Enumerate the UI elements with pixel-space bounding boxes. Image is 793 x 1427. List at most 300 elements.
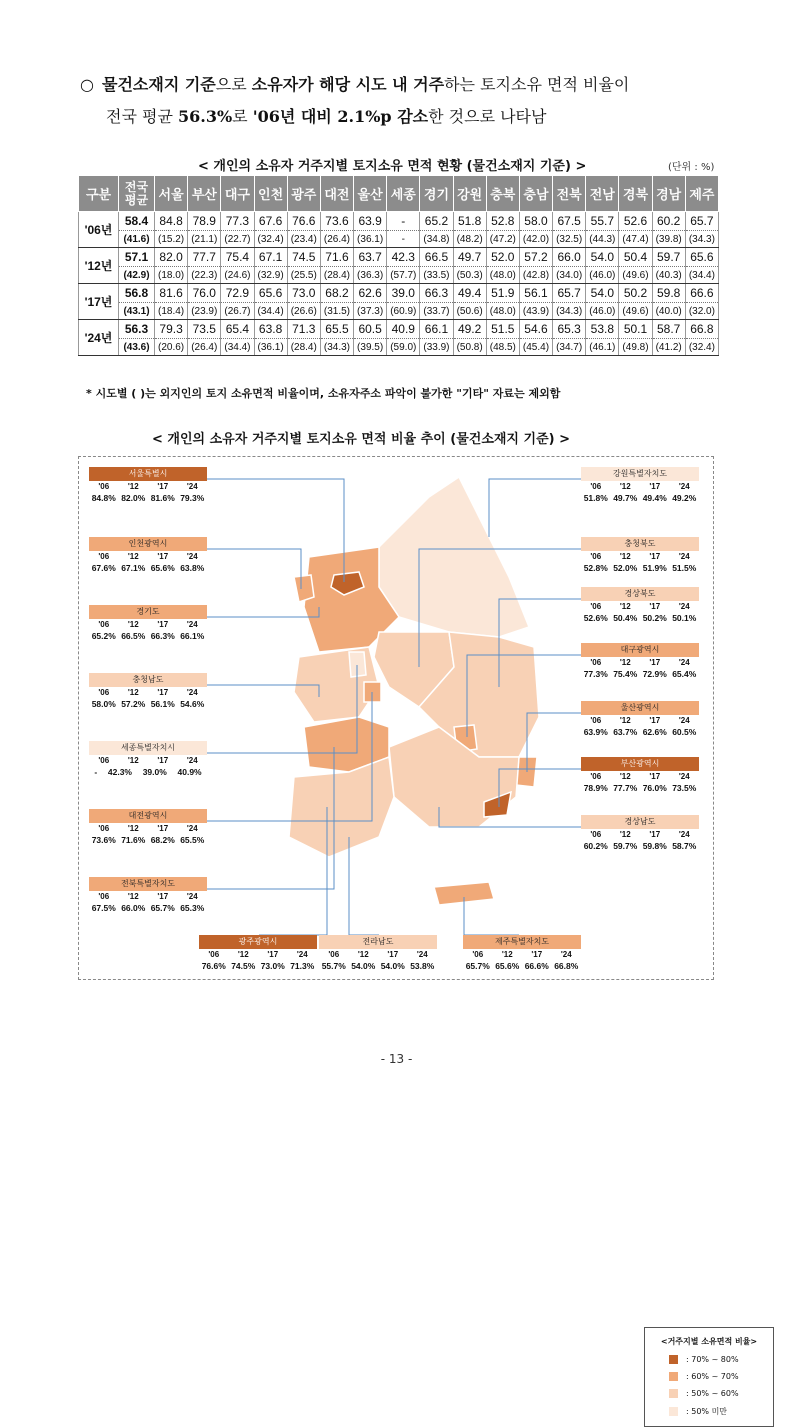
region-box-title: 경기도: [89, 605, 207, 619]
cell-value: 39.0: [387, 284, 420, 303]
cell-value: 73.6: [320, 212, 353, 231]
header-region: 충북: [486, 176, 519, 212]
year-label: '17: [157, 824, 169, 833]
cell-value-sub: (34.0): [553, 267, 586, 284]
year-label: '06: [472, 950, 484, 959]
cell-value-sub: (60.9): [387, 303, 420, 320]
row-year: '12년: [79, 248, 119, 284]
page-number: - 13 -: [380, 1052, 413, 1066]
region-box-years: [581, 829, 699, 840]
ratio-value: 63.9%: [583, 727, 608, 737]
legend-item: [669, 1389, 773, 1398]
cell-value-sub: (26.7): [221, 303, 254, 320]
cell-value: 42.3: [387, 248, 420, 267]
cell-value-sub: (36.1): [354, 231, 387, 248]
cell-value: 40.9: [387, 320, 420, 339]
header-region: 광주: [287, 176, 320, 212]
cell-value-sub: (33.7): [420, 303, 453, 320]
ratio-value: 84.8%: [91, 493, 116, 503]
year-label: '12: [619, 830, 631, 839]
year-label: '06: [98, 620, 110, 629]
ratio-value: 67.1%: [121, 563, 146, 573]
ratio-value: 66.5%: [121, 631, 146, 641]
region-box-values: [89, 698, 207, 710]
header-region: 강원: [453, 176, 486, 212]
cell-avg-sub: (41.6): [119, 231, 155, 248]
cell-value-sub: (47.4): [619, 231, 652, 248]
table-row: [79, 320, 719, 339]
year-label: '12: [127, 824, 139, 833]
ratio-value: 60.2%: [583, 841, 608, 851]
ratio-value: 58.7%: [672, 841, 697, 851]
intro-text-3: 전국 평균: [106, 107, 178, 126]
region-box-years: [581, 601, 699, 612]
ratio-value: 66.8%: [554, 961, 579, 971]
cell-value: 79.3: [155, 320, 188, 339]
cell-value: 76.6: [287, 212, 320, 231]
region-box-values: [199, 960, 317, 972]
region-box-values: [581, 782, 699, 794]
ratio-value: 65.2%: [91, 631, 116, 641]
cell-value: 73.5: [188, 320, 221, 339]
header-gubun: 구분: [79, 176, 119, 212]
year-label: '17: [157, 482, 169, 491]
region-box-years: [581, 715, 699, 726]
cell-value: 65.7: [685, 212, 718, 231]
cell-value-sub: (39.8): [652, 231, 685, 248]
intro-bold-1: 물건소재지 기준: [102, 75, 216, 94]
cell-value-sub: (34.3): [553, 303, 586, 320]
cell-value-sub: (34.4): [685, 267, 718, 284]
intro-text-4: 로: [232, 107, 253, 126]
ratio-value: 71.3%: [290, 961, 315, 971]
header-region: 인천: [254, 176, 287, 212]
region-box: [581, 467, 699, 504]
region-box-title: 대전광역시: [89, 809, 207, 823]
ratio-value: 53.8%: [410, 961, 435, 971]
ratio-value: 52.0%: [613, 563, 638, 573]
region-box: [581, 537, 699, 574]
region-box: [199, 935, 317, 972]
cell-value-sub: (42.8): [519, 267, 552, 284]
cell-value: 55.7: [586, 212, 619, 231]
year-label: '17: [649, 830, 661, 839]
region-box-values: [89, 492, 207, 504]
region-box: [581, 587, 699, 624]
cell-value-sub: (33.5): [420, 267, 453, 284]
cell-value: 65.3: [553, 320, 586, 339]
ratio-value: 76.0%: [642, 783, 667, 793]
cell-value-sub: (48.2): [453, 231, 486, 248]
cell-value: 81.6: [155, 284, 188, 303]
intro-line-2: [80, 104, 740, 130]
legend-swatch: [669, 1407, 678, 1416]
ratio-value: 55.7%: [321, 961, 346, 971]
cell-value-sub: (34.7): [553, 339, 586, 356]
region-box-values: [89, 834, 207, 846]
ratio-value: 73.5%: [672, 783, 697, 793]
ratio-value: 62.6%: [642, 727, 667, 737]
header-region: 경북: [619, 176, 652, 212]
year-label: '24: [296, 950, 308, 959]
cell-value: 84.8: [155, 212, 188, 231]
year-label: '06: [590, 552, 602, 561]
cell-value: 67.5: [553, 212, 586, 231]
year-label: '24: [678, 830, 690, 839]
ratio-value: 51.9%: [642, 563, 667, 573]
ratio-value: 39.0%: [142, 767, 167, 777]
region-box-title: 경상남도: [581, 815, 699, 829]
region-box: [89, 467, 207, 504]
region-box-title: 대구광역시: [581, 643, 699, 657]
cell-value-sub: (34.8): [420, 231, 453, 248]
year-label: '24: [678, 658, 690, 667]
cell-value: 52.0: [486, 248, 519, 267]
ratio-value: 49.4%: [642, 493, 667, 503]
cell-value-sub: (22.7): [221, 231, 254, 248]
ratio-value: 54.0%: [351, 961, 376, 971]
ratio-value: 72.9%: [642, 669, 667, 679]
header-region: 대전: [320, 176, 353, 212]
year-label: '12: [127, 688, 139, 697]
cell-value: 49.4: [453, 284, 486, 303]
region-box: [89, 877, 207, 914]
region-box-title: 서울특별시: [89, 467, 207, 481]
region-box-years: [89, 755, 207, 766]
ratio-value: 66.0%: [121, 903, 146, 913]
header-region: 충남: [519, 176, 552, 212]
legend-title: <거주지별 소유면적 비율>: [660, 1337, 758, 1346]
cell-value: 65.7: [553, 284, 586, 303]
cell-value: 77.3: [221, 212, 254, 231]
region-box: [89, 741, 207, 778]
ratio-value: 73.6%: [91, 835, 116, 845]
region-box-years: [581, 657, 699, 668]
year-label: '12: [501, 950, 513, 959]
region-box: [89, 605, 207, 642]
cell-value: 54.0: [586, 248, 619, 267]
region-box-values: [89, 562, 207, 574]
cell-value-sub: (39.5): [354, 339, 387, 356]
year-label: '12: [619, 552, 631, 561]
cell-value-sub: (15.2): [155, 231, 188, 248]
year-label: '24: [186, 552, 198, 561]
ratio-value: 65.5%: [180, 835, 205, 845]
ratio-value: 82.0%: [121, 493, 146, 503]
cell-value-sub: (32.9): [254, 267, 287, 284]
year-label: '12: [237, 950, 249, 959]
year-label: '17: [387, 950, 399, 959]
region-box-years: [89, 891, 207, 902]
region-box-years: [199, 949, 317, 960]
ratio-value: 51.5%: [672, 563, 697, 573]
year-label: '06: [98, 892, 110, 901]
year-label: '17: [649, 772, 661, 781]
year-label: '12: [127, 756, 139, 765]
legend-swatch: [669, 1372, 678, 1381]
cell-value: 58.7: [652, 320, 685, 339]
map-legend: [644, 1327, 774, 1427]
ratio-value: 65.6%: [495, 961, 520, 971]
cell-avg: 56.8: [119, 284, 155, 303]
cell-value-sub: (25.5): [287, 267, 320, 284]
cell-value-sub: (28.4): [320, 267, 353, 284]
ratio-value: 73.0%: [260, 961, 285, 971]
cell-value: 52.8: [486, 212, 519, 231]
cell-value: 68.2: [320, 284, 353, 303]
cell-value: 66.0: [553, 248, 586, 267]
cell-value: 66.8: [685, 320, 718, 339]
ratio-value: 79.3%: [180, 493, 205, 503]
header-region: 서울: [155, 176, 188, 212]
cell-avg-sub: (43.1): [119, 303, 155, 320]
ratio-value: 49.7%: [613, 493, 638, 503]
cell-value: 62.6: [354, 284, 387, 303]
cell-value-sub: (49.8): [619, 339, 652, 356]
cell-value: 58.0: [519, 212, 552, 231]
year-label: '17: [157, 756, 169, 765]
year-label: '24: [186, 620, 198, 629]
row-year: '17년: [79, 284, 119, 320]
cell-value: 75.4: [221, 248, 254, 267]
ratio-value: 51.8%: [583, 493, 608, 503]
year-label: '12: [357, 950, 369, 959]
year-label: '24: [186, 482, 198, 491]
region-box-title: 충청남도: [89, 673, 207, 687]
year-label: '12: [127, 892, 139, 901]
ratio-value: 65.6%: [150, 563, 175, 573]
header-region: 울산: [354, 176, 387, 212]
cell-value-sub: (48.5): [486, 339, 519, 356]
cell-value-sub: (46.0): [586, 303, 619, 320]
cell-value: 56.1: [519, 284, 552, 303]
cell-value-sub: (48.0): [486, 267, 519, 284]
cell-value-sub: (46.0): [586, 267, 619, 284]
cell-value: 66.5: [420, 248, 453, 267]
year-label: '06: [98, 482, 110, 491]
cell-value-sub: (36.1): [254, 339, 287, 356]
leader-line: [349, 837, 379, 935]
cell-value: 50.2: [619, 284, 652, 303]
cell-value-sub: (31.5): [320, 303, 353, 320]
ratio-value: 66.6%: [524, 961, 549, 971]
cell-value-sub: (59.0): [387, 339, 420, 356]
map-title: < 개인의 소유자 거주지별 토지소유 면적 비율 추이 (물건소재지 기준) >: [152, 432, 570, 447]
region-box-years: [89, 481, 207, 492]
year-label: '12: [619, 716, 631, 725]
ratio-value: 60.5%: [672, 727, 697, 737]
row-year: '06년: [79, 212, 119, 248]
cell-value-sub: (22.3): [188, 267, 221, 284]
ratio-value: 66.1%: [180, 631, 205, 641]
cell-value-sub: (32.4): [685, 339, 718, 356]
region-box-years: [89, 823, 207, 834]
cell-value: 63.7: [354, 248, 387, 267]
year-label: '06: [590, 772, 602, 781]
cell-value-sub: (18.4): [155, 303, 188, 320]
map-frame: [78, 456, 758, 1416]
ratio-value: 63.8%: [180, 563, 205, 573]
year-label: '06: [328, 950, 340, 959]
region-box-values: [581, 492, 699, 504]
region-box-values: [89, 902, 207, 914]
legend-swatch: [669, 1355, 678, 1364]
year-label: '06: [590, 830, 602, 839]
year-label: '12: [127, 552, 139, 561]
ratio-value: 54.0%: [380, 961, 405, 971]
cell-value-sub: (20.6): [155, 339, 188, 356]
legend-label: : 50% 미만: [686, 1407, 728, 1416]
cell-value: 59.8: [652, 284, 685, 303]
region-box: [463, 935, 581, 972]
year-label: '12: [619, 772, 631, 781]
cell-value-sub: (46.1): [586, 339, 619, 356]
cell-value: 59.7: [652, 248, 685, 267]
cell-value-sub: -: [387, 231, 420, 248]
year-label: '24: [560, 950, 572, 959]
region-box-years: [463, 949, 581, 960]
year-label: '06: [208, 950, 220, 959]
region-box-title: 울산광역시: [581, 701, 699, 715]
region-box: [581, 815, 699, 852]
cell-avg-sub: (42.9): [119, 267, 155, 284]
header-region: 경남: [652, 176, 685, 212]
region-box-years: [319, 949, 437, 960]
year-label: '17: [649, 658, 661, 667]
year-label: '06: [590, 482, 602, 491]
ratio-value: -: [94, 767, 98, 777]
header-region: 전북: [553, 176, 586, 212]
cell-value-sub: (26.4): [320, 231, 353, 248]
region-box: [581, 757, 699, 794]
region-box-values: [581, 668, 699, 680]
cell-value-sub: (50.8): [453, 339, 486, 356]
region-box: [581, 643, 699, 680]
cell-value: 67.6: [254, 212, 287, 231]
intro-bold-3: 56.3%: [178, 107, 233, 126]
year-label: '24: [186, 824, 198, 833]
year-label: '24: [186, 688, 198, 697]
cell-value-sub: (18.0): [155, 267, 188, 284]
year-label: '24: [186, 756, 198, 765]
cell-value: 51.5: [486, 320, 519, 339]
year-label: '24: [678, 552, 690, 561]
cell-value: 63.8: [254, 320, 287, 339]
year-label: '17: [157, 552, 169, 561]
cell-value-sub: (34.4): [221, 339, 254, 356]
region-box: [319, 935, 437, 972]
cell-value: 67.1: [254, 248, 287, 267]
intro-line-1: [80, 72, 740, 98]
table-title: < 개인의 소유자 거주지별 토지소유 면적 현황 (물건소재지 기준) >: [198, 159, 587, 174]
year-label: '06: [98, 756, 110, 765]
cell-value-sub: (23.9): [188, 303, 221, 320]
cell-value: 65.2: [420, 212, 453, 231]
legend-label: : 50% ~ 60%: [686, 1389, 739, 1398]
intro-text-1: 으로: [215, 75, 252, 94]
cell-value: 65.4: [221, 320, 254, 339]
ownership-table: [78, 175, 719, 356]
ratio-value: 66.3%: [150, 631, 175, 641]
region-box-values: [89, 766, 207, 778]
ratio-value: 56.1%: [150, 699, 175, 709]
cell-value-sub: (32.0): [685, 303, 718, 320]
ratio-value: 77.7%: [613, 783, 638, 793]
intro-bold-2: 소유자가 해당 시도 내 거주: [251, 75, 445, 94]
year-label: '06: [98, 688, 110, 697]
cell-value: 71.3: [287, 320, 320, 339]
cell-value: 66.6: [685, 284, 718, 303]
cell-value-sub: (50.3): [453, 267, 486, 284]
table-row-outsider: [79, 303, 719, 320]
year-label: '17: [157, 892, 169, 901]
ratio-value: 49.2%: [672, 493, 697, 503]
region-box-values: [581, 840, 699, 852]
cell-value: 66.3: [420, 284, 453, 303]
region-box-title: 부산광역시: [581, 757, 699, 771]
intro-text-2: 하는 토지소유 면적 비율이: [444, 75, 630, 94]
ratio-value: 50.4%: [613, 613, 638, 623]
year-label: '17: [157, 620, 169, 629]
map-region-incheon: [294, 575, 314, 602]
year-label: '06: [590, 716, 602, 725]
cell-value: 52.6: [619, 212, 652, 231]
table-row: [79, 248, 719, 267]
leader-line: [489, 479, 581, 537]
ratio-value: 81.6%: [150, 493, 175, 503]
cell-value-sub: (50.6): [453, 303, 486, 320]
cell-avg-sub: (43.6): [119, 339, 155, 356]
leader-line: [207, 549, 301, 589]
cell-value: 54.0: [586, 284, 619, 303]
cell-value-sub: (32.5): [553, 231, 586, 248]
region-box-values: [463, 960, 581, 972]
year-label: '24: [416, 950, 428, 959]
region-box: [89, 537, 207, 574]
cell-value: 50.1: [619, 320, 652, 339]
cell-value-sub: (33.9): [420, 339, 453, 356]
map-region-jeonnam: [289, 757, 394, 857]
year-label: '12: [619, 658, 631, 667]
cell-value-sub: (21.1): [188, 231, 221, 248]
ratio-value: 77.3%: [583, 669, 608, 679]
cell-value: 54.6: [519, 320, 552, 339]
cell-value-sub: (49.6): [619, 303, 652, 320]
cell-value-sub: (49.6): [619, 267, 652, 284]
cell-value: 63.9: [354, 212, 387, 231]
cell-value-sub: (28.4): [287, 339, 320, 356]
year-label: '17: [157, 688, 169, 697]
ratio-value: 52.8%: [583, 563, 608, 573]
header-region: 경기: [420, 176, 453, 212]
cell-value: 74.5: [287, 248, 320, 267]
table-row-outsider: [79, 231, 719, 248]
ratio-value: 71.6%: [121, 835, 146, 845]
cell-value-sub: (42.0): [519, 231, 552, 248]
table-unit: (단위 : %): [668, 162, 715, 173]
table-header-row: [79, 176, 719, 212]
cell-value: 49.2: [453, 320, 486, 339]
cell-value-sub: (24.6): [221, 267, 254, 284]
cell-value: 65.5: [320, 320, 353, 339]
cell-value: 71.6: [320, 248, 353, 267]
year-label: '12: [619, 602, 631, 611]
map-region-gangwon: [379, 477, 529, 637]
table-footnote: * 시도별 ( )는 외지인의 토지 소유면적 비율이며, 소유자주소 파악이 불가한 "기타" 자료는 제외함: [86, 387, 561, 400]
region-box-years: [581, 771, 699, 782]
cell-value: 60.5: [354, 320, 387, 339]
region-box-title: 전북특별자치도: [89, 877, 207, 891]
